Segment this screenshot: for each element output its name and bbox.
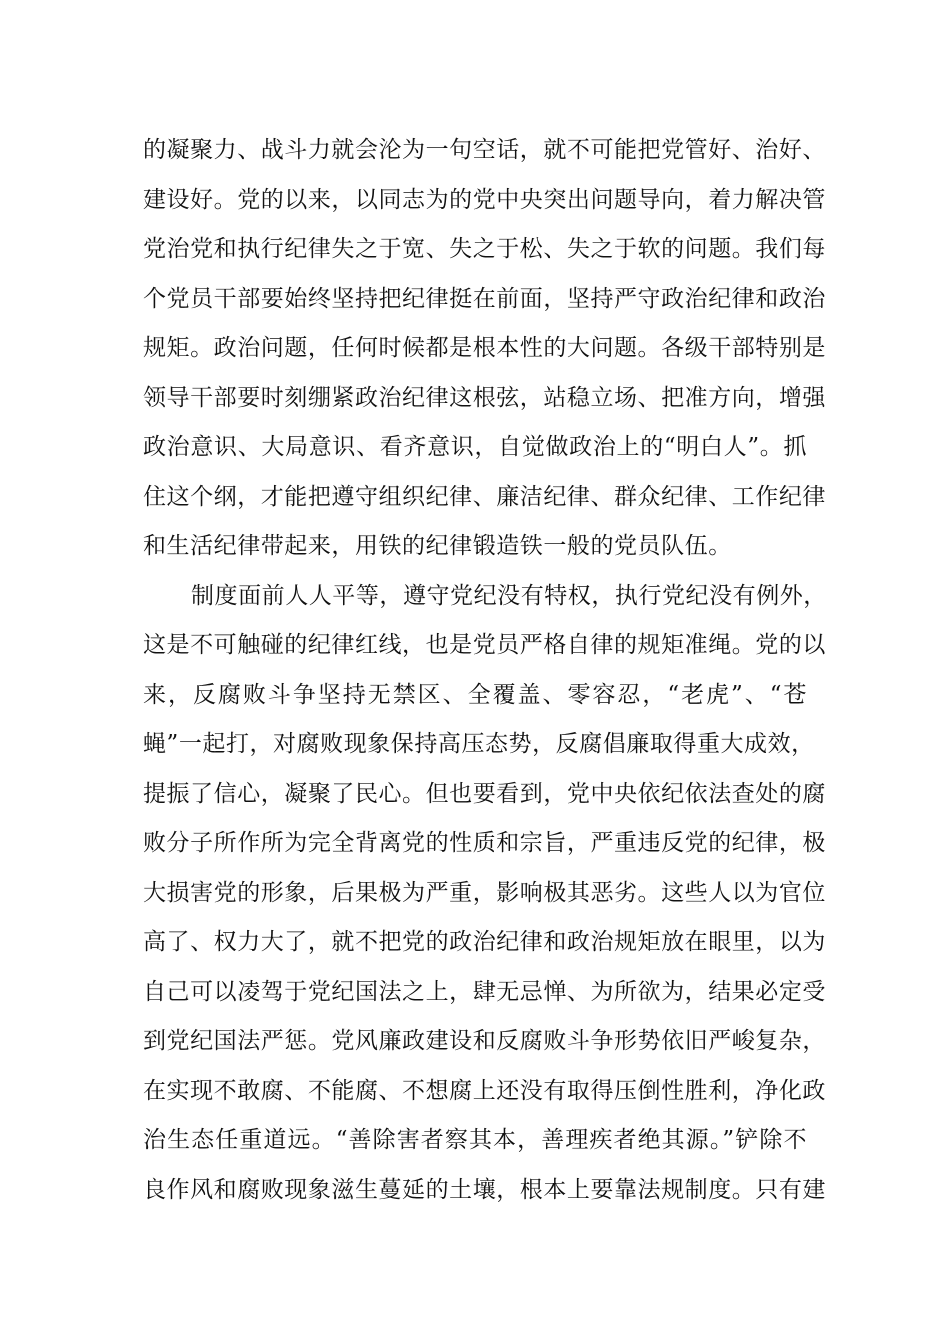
paragraph-line: 败分子所作所为完全背离党的性质和宗旨，严重违反党的纪律，极	[143, 830, 826, 856]
paragraph-line: 和生活纪律带起来，用铁的纪律锻造铁一般的党员队伍。	[143, 533, 732, 559]
paragraph-2	[143, 572, 827, 1216]
paragraph-line: 到党纪国法严惩。党风廉政建设和反腐败斗争形势依旧严峻复杂，	[143, 1028, 826, 1054]
paragraph-line: 个党员干部要始终坚持把纪律挺在前面，坚持严守政治纪律和政治	[143, 285, 826, 312]
body-text	[143, 126, 827, 1215]
paragraph-line: 这是不可触碰的纪律红线，也是党员严格自律的规矩准绳。党的以	[143, 632, 826, 658]
paragraph-line: 治生态任重道远。“善除害者察其本，善理疾者绝其源。”铲除不	[143, 1127, 807, 1153]
paragraph-line: 政治意识、大局意识、看齐意识，自觉做政治上的“明白人”。抓	[143, 434, 807, 460]
paragraph-line: 高了、权力大了，就不把党的政治纪律和政治规矩放在眼里，以为	[143, 929, 826, 955]
paragraph-line: 良作风和腐败现象滋生蔓延的土壤，根本上要靠法规制度。只有建	[143, 1176, 826, 1203]
paragraph-line: 在实现不敢腐、不能腐、不想腐上还没有取得压倒性胜利，净化政	[143, 1077, 826, 1104]
paragraph-line: 大损害党的形象，后果极为严重，影响极其恶劣。这些人以为官位	[143, 879, 826, 906]
paragraph-line: 蝇”一起打，对腐败现象保持高压态势，反腐倡廉取得重大成效，	[143, 731, 815, 757]
paragraph-line: 来，反腐败斗争坚持无禁区、全覆盖、零容忍，“老虎”、“苍	[143, 681, 807, 708]
paragraph-line: 党治党和执行纪律失之于宽、失之于松、失之于软的问题。我们每	[143, 236, 826, 262]
paragraph-line: 制度面前人人平等，遵守党纪没有特权，执行党纪没有例外，	[191, 582, 827, 609]
paragraph-line: 建设好。党的以来，以同志为的党中央突出问题导向，着力解决管	[143, 186, 826, 213]
paragraph-line: 自己可以凌驾于党纪国法之上，肆无忌惮、为所欲为，结果必定受	[143, 978, 826, 1005]
paragraph-line: 规矩。政治问题，任何时候都是根本性的大问题。各级干部特别是	[143, 335, 826, 361]
paragraph-line: 领导干部要时刻绷紧政治纪律这根弦，站稳立场、把准方向，增强	[143, 384, 826, 411]
paragraph-1	[143, 126, 826, 572]
paragraph-line: 的凝聚力、战斗力就会沦为一句空话，就不可能把党管好、治好、	[143, 137, 826, 163]
paragraph-line: 住这个纲，才能把遵守组织纪律、廉洁纪律、群众纪律、工作纪律	[143, 483, 826, 510]
paragraph-line: 提振了信心，凝聚了民心。但也要看到，党中央依纪依法查处的腐	[143, 780, 826, 807]
